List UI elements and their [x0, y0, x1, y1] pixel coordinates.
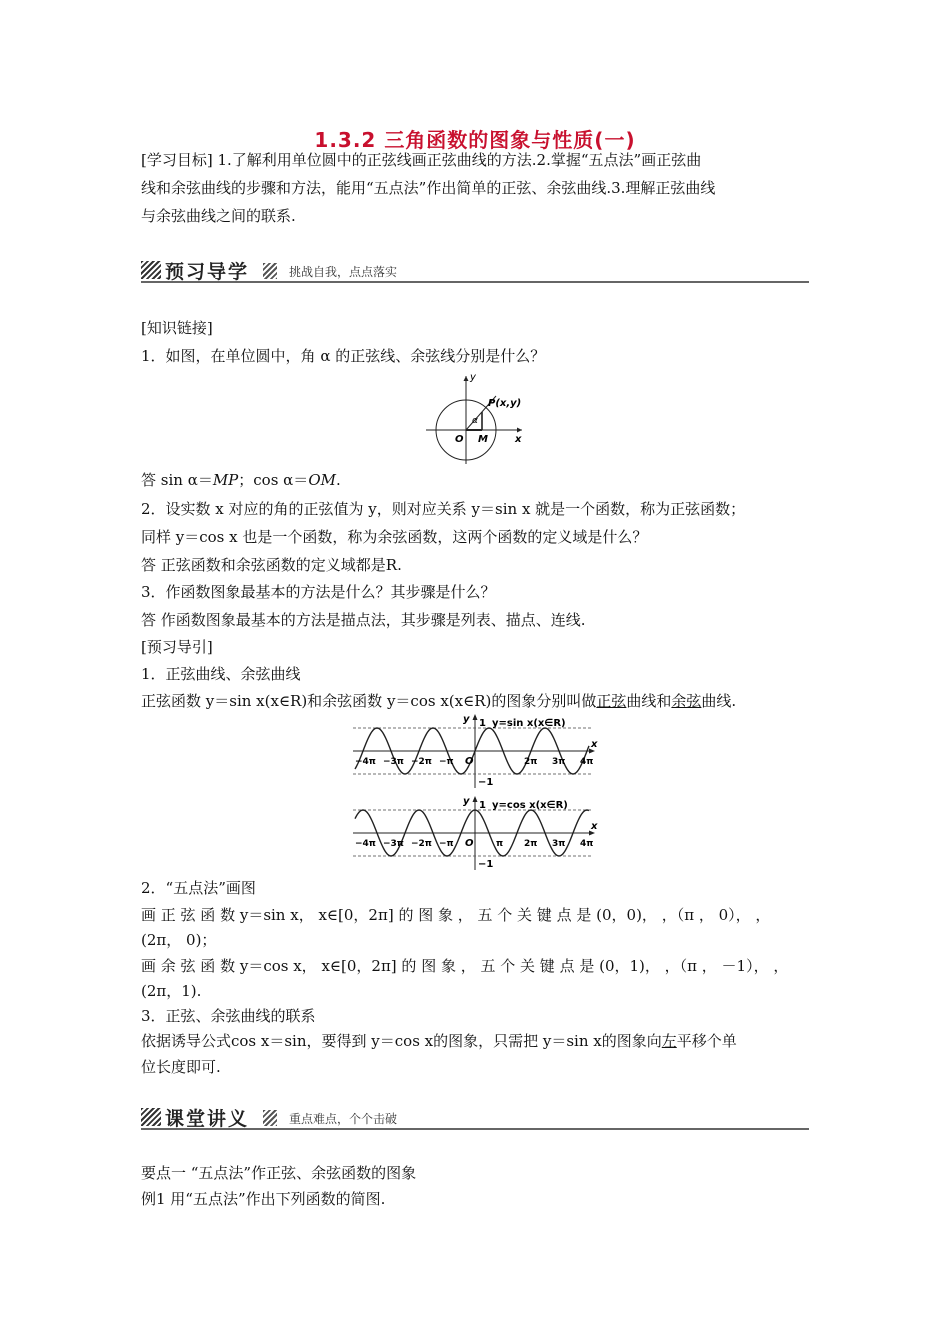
stripes-decoration — [263, 1110, 277, 1126]
preview-2-line-1: 画 正 弦 函 数 y＝sin x， x∈[0，2π] 的 图 象 ， 五 个 关 键 点 是 (0，0)， ，（π ， 0）， ， — [141, 906, 771, 924]
answer-1-mid: ；cos α＝ — [238, 471, 309, 489]
cosine-function-label: y=cos x(x∈R) — [492, 800, 568, 811]
x-tick-label: 4π — [580, 839, 594, 849]
preview-heading: [预习导引] — [141, 638, 213, 656]
x-tick-label: π — [496, 839, 504, 849]
x-tick-label: 3π — [552, 757, 566, 767]
question-2-line-2: 同样 y＝cos x 也是一个函数，称为余弦函数，这两个函数的定义域是什么？ — [141, 528, 648, 546]
answer-1-mp: MP — [212, 471, 239, 489]
answer-1-prefix: 答 sin α＝ — [141, 471, 213, 489]
point-p-label: P(x,y) — [488, 398, 522, 409]
x-tick-label: 2π — [524, 839, 538, 849]
stripes-decoration — [141, 1108, 161, 1126]
y-neg-one-label: −1 — [478, 859, 494, 870]
preview-1-prefix: 正弦函数 y＝sin x(x∈R)和余弦函数 y＝cos x(x∈R)的图象分别叫做 — [141, 692, 597, 710]
section-header-lecture — [141, 1104, 809, 1130]
preview-1-end: 曲线. — [701, 692, 737, 710]
y-one-label: 1 — [479, 718, 486, 729]
stripes-decoration — [141, 261, 161, 279]
section-subtitle: 挑战自我，点点落实 — [289, 265, 398, 279]
x-tick-label: 2π — [524, 757, 538, 767]
preview-1-mid: 曲线和 — [626, 692, 672, 710]
y-axis-label: y — [463, 796, 470, 807]
x-axis-label: x — [591, 821, 598, 832]
cosine-curve-figure — [345, 794, 605, 872]
answer-1-om: OM — [308, 471, 336, 489]
origin-label: O — [465, 838, 474, 849]
x-tick-label: −4π — [355, 839, 376, 849]
answer-2: 答 正弦函数和余弦函数的定义域都是R. — [141, 556, 402, 574]
x-tick-label: −π — [439, 839, 454, 849]
x-axis-label: x — [591, 739, 598, 750]
blank-answer-left: 左 — [661, 1032, 677, 1050]
stripes-decoration — [263, 263, 277, 279]
page-title: 1.3.2 三角函数的图象与性质(一) — [314, 128, 636, 152]
sine-curve-figure — [345, 712, 605, 790]
learning-goals-line-1: [学习目标] 1.了解利用单位圆中的正弦线画正弦曲线的方法.2.掌握“五点法”画正弦曲 — [141, 151, 702, 169]
y-neg-one-label: −1 — [478, 777, 494, 788]
section-rule — [141, 281, 809, 283]
point-m-label: M — [478, 434, 488, 445]
y-one-label: 1 — [479, 800, 486, 811]
answer-3: 答 作函数图象最基本的方法是描点法，其步骤是列表、描点、连线. — [141, 611, 586, 629]
answer-1 — [141, 470, 341, 490]
preview-3-end: 平移个单 — [676, 1032, 737, 1050]
question-3: 3．作函数图象最基本的方法是什么？其步骤是什么？ — [141, 583, 496, 601]
question-1: 1．如图，在单位圆中，角 α 的正弦线、余弦线分别是什么？ — [141, 347, 546, 365]
question-2-line-1: 2．设实数 x 对应的角的正弦值为 y，则对应关系 y＝sin x 就是一个函数，称为正弦函数； — [141, 500, 746, 518]
section-header-preview — [141, 257, 809, 283]
origin-label: O — [455, 434, 464, 445]
preview-1-title: 1．正弦曲线、余弦曲线 — [141, 665, 301, 683]
section-subtitle: 重点难点，个个击破 — [289, 1112, 398, 1126]
preview-2-line-3: 画 余 弦 函 数 y＝cos x， x∈[0，2π] 的 图 象 ， 五 个 关 键 点 是 (0，1)， ，（π ， －1）， ， — [141, 957, 789, 975]
answer-1-end: . — [335, 471, 341, 489]
section-rule — [141, 1128, 809, 1130]
x-tick-label: 3π — [552, 839, 566, 849]
y-axis-label: y — [470, 372, 476, 383]
x-tick-label: −3π — [383, 757, 404, 767]
preview-2-line-4: (2π，1). — [141, 982, 202, 1000]
x-tick-label: −2π — [411, 757, 432, 767]
sine-function-label: y=sin x(x∈R) — [492, 718, 566, 729]
key-point-1: 要点一 “五点法”作正弦、余弦函数的图象 — [141, 1164, 417, 1182]
section-title: 预习导学 — [165, 261, 250, 283]
unit-circle-figure — [422, 368, 532, 466]
alpha-label: α — [472, 416, 478, 426]
preview-3-title: 3．正弦、余弦曲线的联系 — [141, 1007, 316, 1025]
y-axis-label: y — [463, 714, 470, 725]
preview-2-line-2: (2π， 0)； — [141, 931, 217, 949]
preview-2-title: 2．“五点法”画图 — [141, 879, 256, 897]
x-tick-label: −π — [439, 757, 454, 767]
preview-1-text — [141, 691, 736, 711]
x-tick-label: −4π — [355, 757, 376, 767]
learning-goals-line-3: 与余弦曲线之间的联系. — [141, 207, 296, 225]
learning-goals-line-2: 线和余弦曲线的步骤和方法，能用“五点法”作出简单的正弦、余弦曲线.3.理解正弦曲线 — [141, 179, 716, 197]
knowledge-heading: [知识链接] — [141, 319, 213, 337]
x-tick-label: −2π — [411, 839, 432, 849]
section-title: 课堂讲义 — [165, 1108, 250, 1130]
preview-3-line-2: 位长度即可. — [141, 1058, 221, 1076]
x-tick-label: −3π — [383, 839, 404, 849]
preview-3-line-1 — [141, 1031, 737, 1051]
origin-label: O — [465, 756, 474, 767]
x-axis-label: x — [515, 434, 522, 445]
preview-3-prefix: 依据诱导公式cos x＝sin，要得到 y＝cos x的图象，只需把 y＝sin x的图象向 — [141, 1032, 662, 1050]
blank-answer-sine: 正弦 — [596, 692, 627, 710]
example-1: 例1 用“五点法”作出下列函数的简图. — [141, 1190, 386, 1208]
blank-answer-cosine: 余弦 — [671, 692, 702, 710]
x-tick-label: 4π — [580, 757, 594, 767]
